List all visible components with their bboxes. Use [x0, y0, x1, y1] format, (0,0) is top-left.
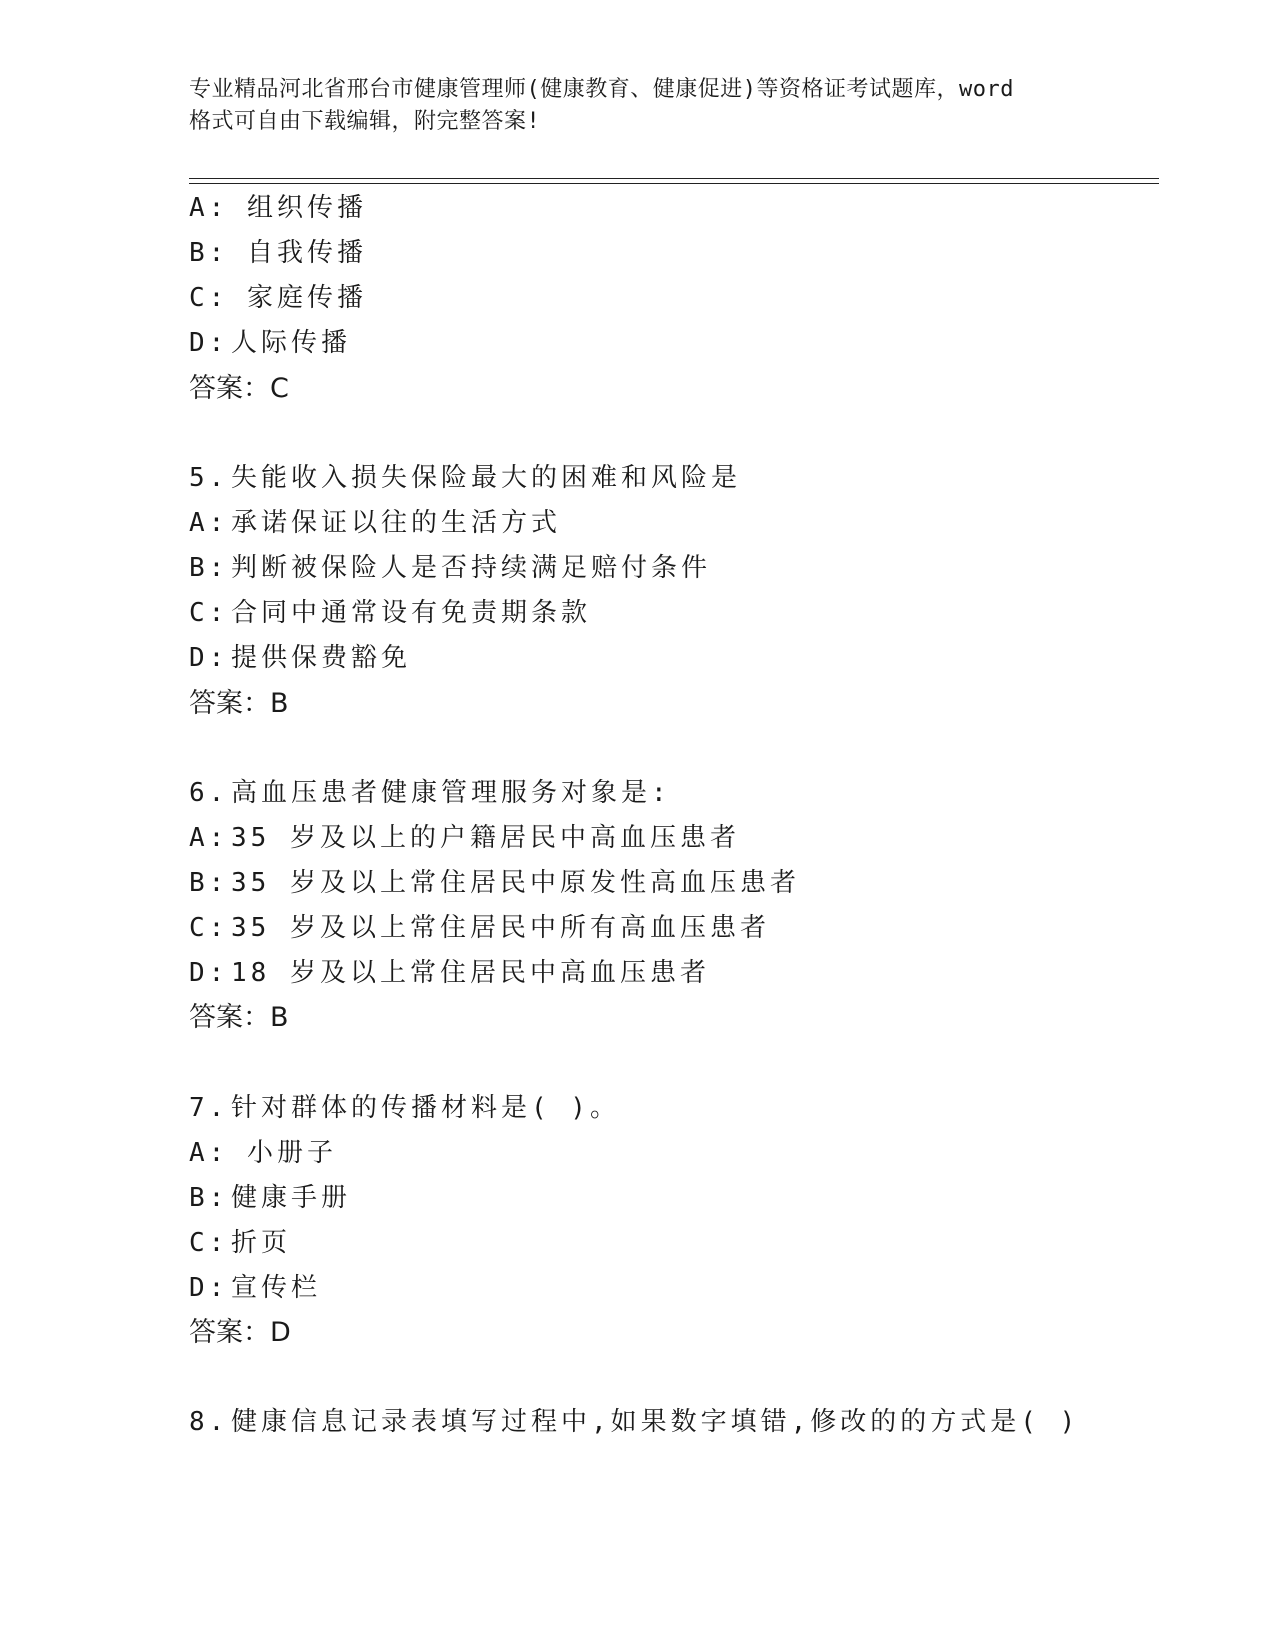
q5-answer: 答案：B	[189, 688, 289, 719]
q4-option-c: C: 家庭传播	[189, 283, 368, 313]
q4-option-d: D: 人际传播	[189, 328, 352, 358]
q7-option-c: C: 折页	[189, 1228, 292, 1258]
q8-stem: 8. 健康信息记录表填写过程中,如果数字填错,修改的的方式是( )	[189, 1407, 1080, 1437]
q5-option-b: B: 判断被保险人是否持续满足赔付条件	[189, 553, 712, 583]
q7-option-b: B: 健康手册	[189, 1183, 352, 1213]
header-line-1: 专业精品河北省邢台市健康管理师(健康教育、健康促进)等资格证考试题库，word	[189, 77, 1014, 102]
q6-option-b: B: 35 岁及以上常住居民中原发性高血压患者	[189, 868, 800, 898]
q5-stem: 5. 失能收入损失保险最大的困难和风险是	[189, 463, 742, 493]
q7-stem: 7. 针对群体的传播材料是( )。	[189, 1093, 620, 1123]
q7-answer: 答案：D	[189, 1317, 291, 1348]
q4-option-a: A: 组织传播	[189, 193, 368, 223]
q6-answer: 答案：B	[189, 1002, 289, 1033]
q5-option-c: C: 合同中通常设有免责期条款	[189, 598, 592, 628]
header-divider-top	[189, 178, 1159, 179]
q6-option-a: A: 35 岁及以上的户籍居民中高血压患者	[189, 823, 740, 853]
q6-stem: 6. 高血压患者健康管理服务对象是:	[189, 778, 671, 808]
q7-option-a: A: 小册子	[189, 1138, 338, 1168]
document-header	[189, 74, 1089, 138]
q5-option-a: A: 承诺保证以往的生活方式	[189, 508, 562, 538]
q7-option-d: D: 宣传栏	[189, 1273, 322, 1303]
q5-option-d: D: 提供保费豁免	[189, 643, 412, 673]
q6-option-d: D: 18 岁及以上常住居民中高血压患者	[189, 958, 710, 988]
q4-answer: 答案：C	[189, 373, 289, 404]
q6-option-c: C: 35 岁及以上常住居民中所有高血压患者	[189, 913, 770, 943]
q4-option-b: B: 自我传播	[189, 238, 368, 268]
header-line-2: 格式可自由下载编辑，附完整答案!	[189, 109, 541, 134]
header-divider-bottom	[189, 183, 1159, 184]
